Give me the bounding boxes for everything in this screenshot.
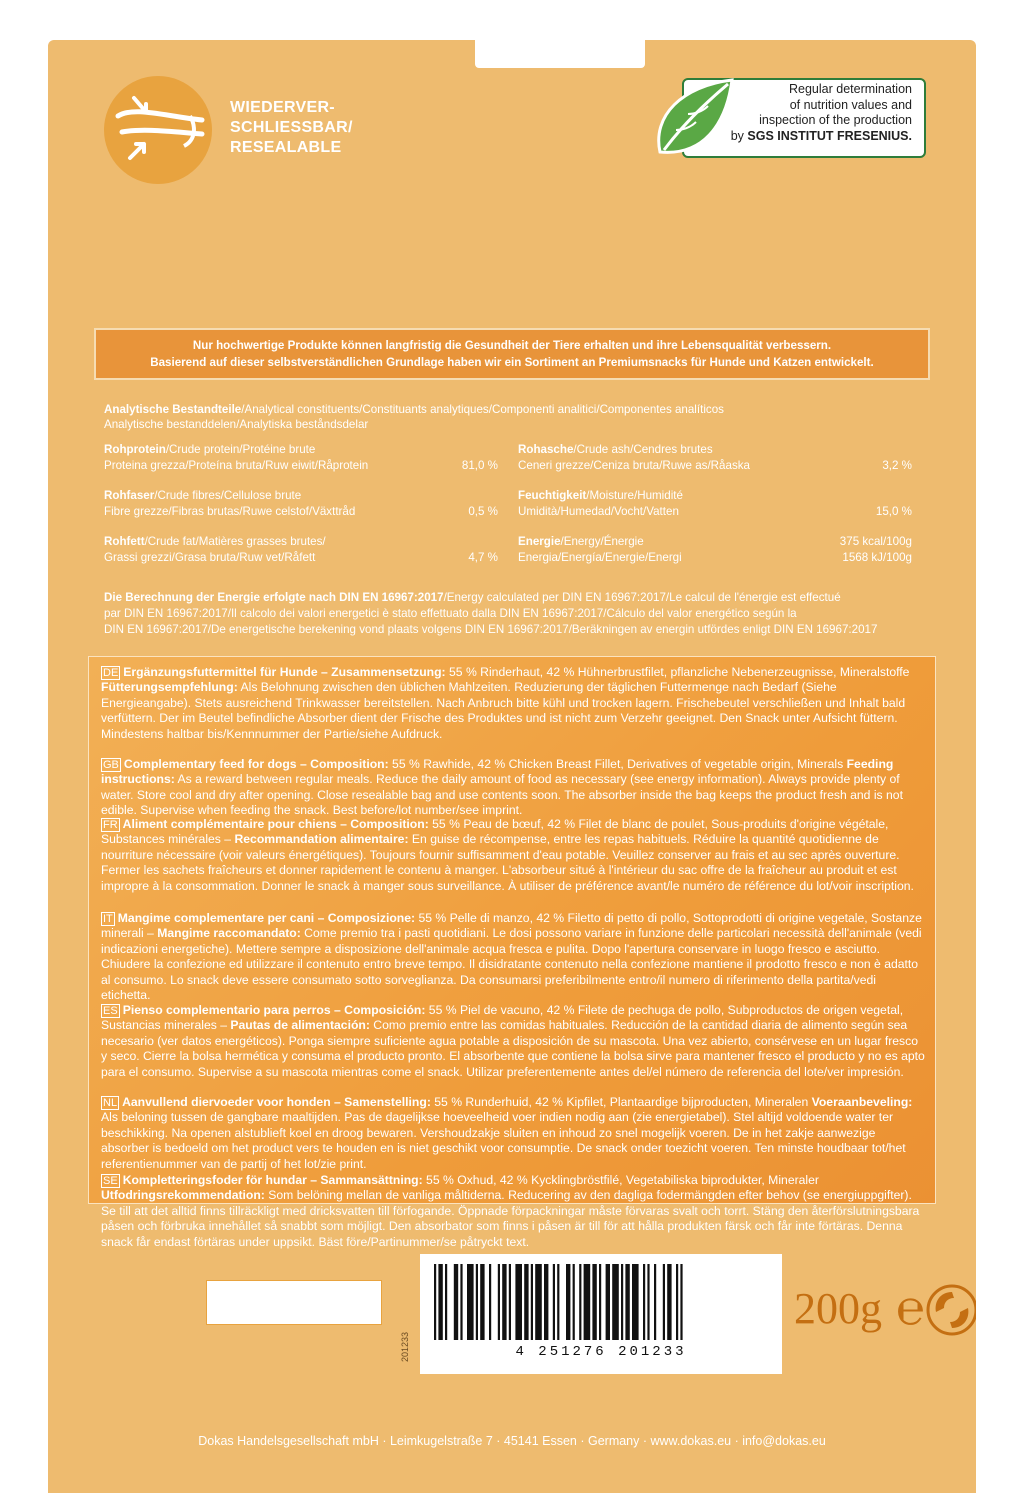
label-field <box>206 1280 382 1325</box>
nutrient-label: /Crude protein/Protéine brute <box>165 443 316 456</box>
lang-text: 55 % Rinderhaut, 42 % Hühnerbrustfilet, pflanzliche Nebenerzeugnisse, Mineralstoffe <box>445 665 910 679</box>
analysis-header <box>104 402 924 432</box>
lang-text: 55 % Pelle di manzo, 42 % Filetto di petto di pollo, Sottoprodotti di origine vegetale, Sostanze minerali – <box>101 911 922 941</box>
nutrient-value: 0,5 % <box>468 504 498 518</box>
lang-text: As a reward between regular meals. Reduce the daily amount of food as necessary (see energy information). Always provide plenty of water. Store cool and dry after opening. Close resealable bag and use contents soon. The absorber inside the bag keeps the product fresh and is not edible. Supervise when feeding the snack. Best before/lot number/see imprint. <box>101 772 903 818</box>
lang-text: Como premio entre las comidas habituales. Reducción de la cantidad diaria de alimento según sea necesario (ver datos energéticos). Ponga siempre suficiente agua potable a disposición de su mascota. Una vez abierto, consérvese en un lugar fresco y seco. Cierre la bolsa hermética y consuma el producto pronto. El absorbente que contiene la bolsa sirve para mantener fresco el producto y no es apto para el consumo. Supervise a su mascota mientras come el snack. Utilizar preferentemente antes del/el número de referencia del lote/ver impresión. <box>101 1018 925 1079</box>
nutrient-label: /Crude fat/Matières grasses brutes/ <box>144 535 326 548</box>
lang-text: Come premio tra i pasti quotidiani. Le dosi possono variare in funzione delle particolari necessità dell'animale (vedi indicazioni energetiche). Mettere sempre a disposizione dell'animale acqua fresca e pulita. Dopo l'apertura conservare in luogo fresco e asciutto. Chiudere la confezione ed utilizzare il contenuto entro breve tempo. Il disidratante contenuto nella confezione mantiene il prodotto fresco e non è adatto al consumo. Lo snack deve essere consumato sotto sorveglianza. Da consumarsi preferibilmente entro/il numero di riferimento della partita/vedi etichetta. <box>101 926 922 1003</box>
sgs-line-1: Regular determination <box>789 82 912 96</box>
lang-heading: Aliment complémentaire pour chiens – Composition: <box>122 817 429 831</box>
nutrient-label-2: Umidità/Humedad/Vocht/Vatten <box>518 504 679 518</box>
lang-text: Als Belohnung zwischen den üblichen Mahlzeiten. Reduzierung der täglichen Futtermenge nach Bedarf (Siehe Energieangabe). Stets ausreichend Trinkwasser bereitstellen. Nach Anbruch bitte kühl und trocken lagern. Frischebeutel verschließen und Inhalt bald verfüttern. Der im Beutel befindliche Absorber dient der Frische des Produktes und ist nicht zum Verzehr geeignet. Den Snack unter Aufsicht füttern. Mindestens haltbar bis/Kennnummer der Partie/siehe Aufdruck. <box>101 680 906 741</box>
barcode-number: 4 251276 201233 <box>515 1344 687 1360</box>
lang-subheading: Voeraanbeveling: <box>811 1095 913 1109</box>
sgs-line-4 <box>712 129 912 145</box>
analysis-title-rest: /Analytical constituents/Constituants analytiques/Componenti analitici/Componentes analíticos <box>241 403 724 416</box>
nutrient-value: 4,7 % <box>468 550 498 564</box>
energy-rest: /Energy calculated per DIN EN 16967:2017/Le calcul de l'énergie est effectué <box>443 591 841 604</box>
energy-bold: Die Berechnung der Energie erfolgte nach DIN EN 16967:2017 <box>104 591 444 604</box>
lang-text: Als beloning tussen de gangbare maaltijden. Pas de dagelijkse hoeveelheid voer indien nodig aan (zie energietabel). Stel altijd voldoende water ter beschikking. Na openen alstublieft koel en droog bewaren. Vershoudzakje sluiten en inhoud zo snel mogelijk voeren. De in het zakje aanwezige absorber is bedoeld om het product vers te houden en is niet geschikt voor consumptie. De snack onder toezicht voeren. Ten minste houdbaar tot/het referentienummer van de partij of het lot/zie print. <box>101 1110 906 1171</box>
barcode-bars <box>434 1264 768 1340</box>
lang-code: DE <box>103 667 119 679</box>
nutrient-energy <box>518 534 912 565</box>
lang-text: 55 % Rawhide, 42 % Chicken Breast Fillet, Derivatives of vegetable origin, Minerals <box>388 757 844 771</box>
banner-line-1: Nur hochwertige Produkte können langfristig die Gesundheit der Tiere erhalten und ihre Lebensqualität verbessern. <box>192 339 832 352</box>
sgs-brand: SGS INSTITUT FRESENIUS. <box>747 128 912 143</box>
analysis-line-1 <box>104 402 924 417</box>
sgs-prefix: by <box>730 128 744 143</box>
nutrient-label-bold: Rohfaser <box>104 489 155 502</box>
analysis-line-2: Analytische bestanddelen/Analytiska beståndsdelar <box>104 418 369 431</box>
lang-subheading: Feeding instructions: <box>101 757 894 787</box>
lang-heading: Kompletteringsfoder för hundar – Sammansättning: <box>122 1173 423 1187</box>
reseal-line-1: WIEDERVER- <box>230 99 335 116</box>
lang-block-nl <box>101 1095 925 1172</box>
nutrient-label-bold: Rohprotein <box>104 443 166 456</box>
nutrient-ash <box>518 442 912 473</box>
nutrient-label-2: Grassi grezzi/Grasa bruta/Ruw vet/Råfett <box>104 550 316 564</box>
analysis-title: Analytische Bestandteile <box>104 403 242 416</box>
nutrient-label: /Energy/Énergie <box>560 535 644 548</box>
lang-subheading: Pautas de alimentación: <box>230 1018 370 1033</box>
nutrient-label-bold: Rohasche <box>518 443 574 456</box>
nutrient-label: /Moisture/Humidité <box>586 489 683 502</box>
lang-code: IT <box>103 913 113 925</box>
reseal-icon <box>104 76 212 184</box>
lang-heading: Ergänzungsfuttermittel für Hunde – Zusammensetzung: <box>123 665 446 679</box>
sgs-text <box>712 82 912 144</box>
sgs-line-2: of nutrition values and <box>789 97 912 112</box>
barcode-side-number: 201233 <box>400 1331 410 1362</box>
lang-heading: Complementary feed for dogs – Composition: <box>123 757 389 771</box>
nutrient-label: /Crude fibres/Cellulose brute <box>154 489 302 502</box>
reseal-label <box>230 98 400 158</box>
lang-heading: Aanvullend diervoeder voor honden – Samenstelling: <box>122 1095 431 1109</box>
lang-subheading: Recommandation alimentaire: <box>234 832 409 847</box>
nutrient-label-2: Fibre grezze/Fibras brutas/Ruwe celstof/Växttråd <box>104 504 356 518</box>
nutrient-label-bold: Energie <box>518 535 561 548</box>
company-footer: Dokas Handelsgesellschaft mbH · Leimkugelstraße 7 · 45141 Essen · Germany · www.dokas.eu · info@dokas.eu <box>198 1434 826 1448</box>
lang-code: ES <box>103 1005 118 1017</box>
lang-code: FR <box>103 819 118 831</box>
energy-line-1 <box>104 590 924 606</box>
sgs-line-3: inspection of the production <box>759 113 912 127</box>
quality-banner <box>94 328 930 380</box>
net-weight: 200g <box>794 1284 882 1333</box>
nutrient-fibre <box>104 488 498 519</box>
nutrient-label: /Crude ash/Cendres brutes <box>573 443 713 456</box>
green-dot-icon <box>926 1284 976 1336</box>
lang-subheading: Utfodringsrekommendation: <box>101 1188 265 1203</box>
nutrient-moisture <box>518 488 912 519</box>
composition-panel <box>88 656 936 1249</box>
barcode <box>400 1254 782 1374</box>
lang-block-es <box>101 1003 925 1080</box>
lang-subheading: Fütterungsempfehlung: <box>101 680 238 695</box>
lang-text: 55 % Peau de bœuf, 42 % Filet de blanc de poulet, Sous-produits d'origine végétale, Substances minérales – <box>101 817 889 847</box>
lang-heading: Pienso complementario para perros – Composición: <box>122 1003 426 1017</box>
nutrient-value: 375 kcal/100g <box>839 535 912 548</box>
nutrient-label-2: Ceneri grezze/Ceniza bruta/Ruwe as/Råaska <box>518 458 750 472</box>
sgs-badge <box>642 66 930 166</box>
nutrient-label-bold: Feuchtigkeit <box>518 489 587 502</box>
lang-block-se <box>101 1173 925 1250</box>
lang-text: En guise de récompense, entre les repas habituels. Réduire la quantité quotidienne de nourriture nécessaire (voir valeurs énergétiques). Toujours fournir suffisamment d'eau potable. Veuillez conserver au frais et au sec après ouverture. Fermer les sachets fraîcheurs et donner rapidement le contenu à manger. L'absorbeur situé à l'intérieur du sac offre de la fraîcheur au produit et est impropre à la consommation. Donner le snack à manger sous surveillance. À utiliser de préférence avant/le numéro de référence du lot/voir inscription. <box>101 832 914 893</box>
nutrient-value: 15,0 % <box>875 504 912 518</box>
nutrient-label-2: Energia/Energía/Energie/Energi <box>518 550 682 564</box>
energy-line-2: par DIN EN 16967:2017/Il calcolo dei valori energetici è stato effettuato dalla DIN EN 16967:2017/Cálculo del valor energético según la <box>104 607 797 620</box>
nutrient-value: 3,2 % <box>882 458 912 472</box>
lang-subheading: Mangime raccomandato: <box>157 926 301 941</box>
lang-block-gb <box>101 757 925 819</box>
nutrient-fat <box>104 534 498 565</box>
reseal-line-3: RESEALABLE <box>230 139 342 156</box>
energy-note <box>104 590 924 638</box>
package-back <box>48 40 976 1493</box>
lang-heading: Mangime complementare per cani – Composizione: <box>117 911 416 925</box>
estimated-sign: ℮ <box>896 1282 925 1335</box>
nutrient-label-bold: Rohfett <box>104 535 145 548</box>
energy-line-3: DIN EN 16967:2017/De energetische berekening vond plaats volgens DIN EN 16967:2017/Beräkningen av energin utfördes enligt DIN EN 16967:2017 <box>104 623 878 636</box>
nutrient-label-2: Proteina grezza/Proteína bruta/Ruw eiwit/Råprotein <box>104 458 369 472</box>
lang-code: NL <box>103 1097 118 1109</box>
banner-line-2: Basierend auf dieser selbstverständlichen Grundlage haben wir ein Sortiment an Premiumsnacks für Hunde und Katzen entwickelt. <box>150 356 874 369</box>
lang-text: 55 % Oxhud, 42 % Kycklingbröstfilé, Vegetabiliska biprodukter, Mineraler <box>422 1173 819 1187</box>
nutrient-value: 81,0 % <box>461 458 498 472</box>
lang-text: 55 % Runderhuid, 42 % Kipfilet, Plantaardige bijproducten, Mineralen <box>430 1095 809 1109</box>
lang-code: SE <box>103 1175 118 1187</box>
reseal-line-2: SCHLIESSBAR/ <box>230 119 353 136</box>
lang-block-de <box>101 665 925 742</box>
lang-code: GB <box>103 759 119 771</box>
lang-text: 55 % Piel de vacuno, 42 % Filete de pechuga de pollo, Subproductos de origen vegetal, Sustancias minerales – <box>101 1003 904 1033</box>
nutrient-protein <box>104 442 498 473</box>
lang-text: Som belöning mellan de vanliga måltiderna. Reducering av den dagliga fodermängden efter behov (se energiuppgifter). Se till att det alltid finns tillräckligt med dricksvatten till förfogande. Öppnade förpackningar måste förvaras svalt och torrt. Stäng den återförslutningsbara påsen och förbruka innehållet så snabbt som möjligt. Den absorbator som finns i påsen är till för att hålla produkten färsk och får inte förtäras. Denna snack får endast förtäras under uppsikt. Bäst före/Partinummer/se påtryckt text. <box>101 1188 920 1249</box>
hang-tab <box>475 40 645 68</box>
lang-block-it <box>101 911 925 1003</box>
lang-block-fr <box>101 817 925 894</box>
nutrient-value-2: 1568 kJ/100g <box>842 550 912 564</box>
